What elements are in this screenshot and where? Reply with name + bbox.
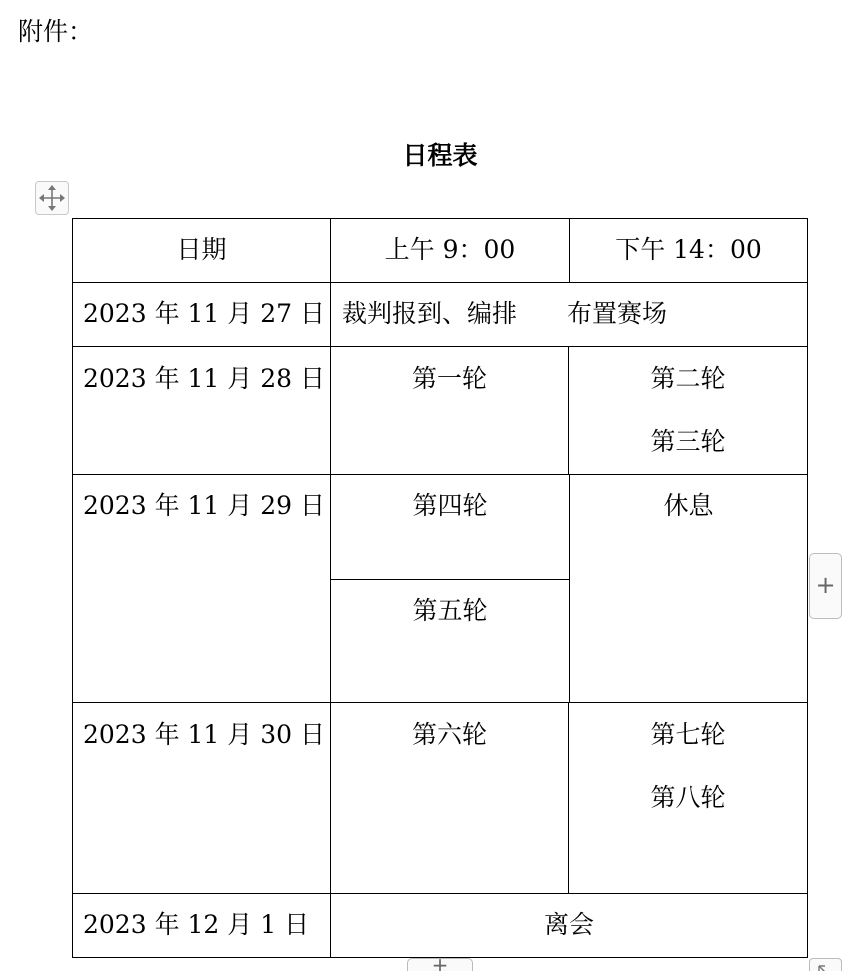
afternoon-session: 第二轮 xyxy=(650,364,726,393)
table-border xyxy=(72,282,808,283)
add-row-button[interactable] xyxy=(407,958,473,971)
table-border xyxy=(72,346,808,347)
row-date: 2023 年 11 月 27 日 xyxy=(83,299,325,328)
afternoon-session: 第三轮 xyxy=(650,427,726,456)
table-border xyxy=(330,218,331,958)
table-border xyxy=(72,218,73,958)
row-date: 2023 年 12 月 1 日 xyxy=(83,910,310,939)
afternoon-session: 第八轮 xyxy=(650,783,726,812)
afternoon-session: 休息 xyxy=(663,491,714,520)
morning-session: 第四轮 xyxy=(412,491,488,520)
morning-session: 第六轮 xyxy=(411,720,487,749)
row-date: 2023 年 11 月 30 日 xyxy=(83,720,325,749)
attachment-label: 附件： xyxy=(18,17,94,46)
row-date: 2023 年 11 月 29 日 xyxy=(83,491,325,520)
header-afternoon: 下午 14：00 xyxy=(615,235,762,264)
row-date: 2023 年 11 月 28 日 xyxy=(83,364,325,393)
table-border xyxy=(72,474,808,475)
header-date: 日期 xyxy=(176,235,227,264)
add-column-button[interactable] xyxy=(809,553,842,619)
table-border xyxy=(72,702,808,703)
plus-icon: + xyxy=(815,571,836,599)
table-border xyxy=(807,218,808,958)
morning-session: 第一轮 xyxy=(411,364,487,393)
plus-icon: + xyxy=(431,958,449,971)
table-border xyxy=(72,218,808,219)
row-merged-activity: 离会 xyxy=(543,910,594,939)
morning-session: 第五轮 xyxy=(412,596,488,625)
table-border xyxy=(72,893,808,894)
row-merged-activity: 裁判报到、编排 布置赛场 xyxy=(342,299,668,328)
page-title: 日程表 xyxy=(402,141,478,170)
resize-corner-icon[interactable] xyxy=(809,958,842,971)
table-border xyxy=(330,579,570,580)
header-morning: 上午 9：00 xyxy=(384,235,516,264)
afternoon-session: 第七轮 xyxy=(650,720,726,749)
